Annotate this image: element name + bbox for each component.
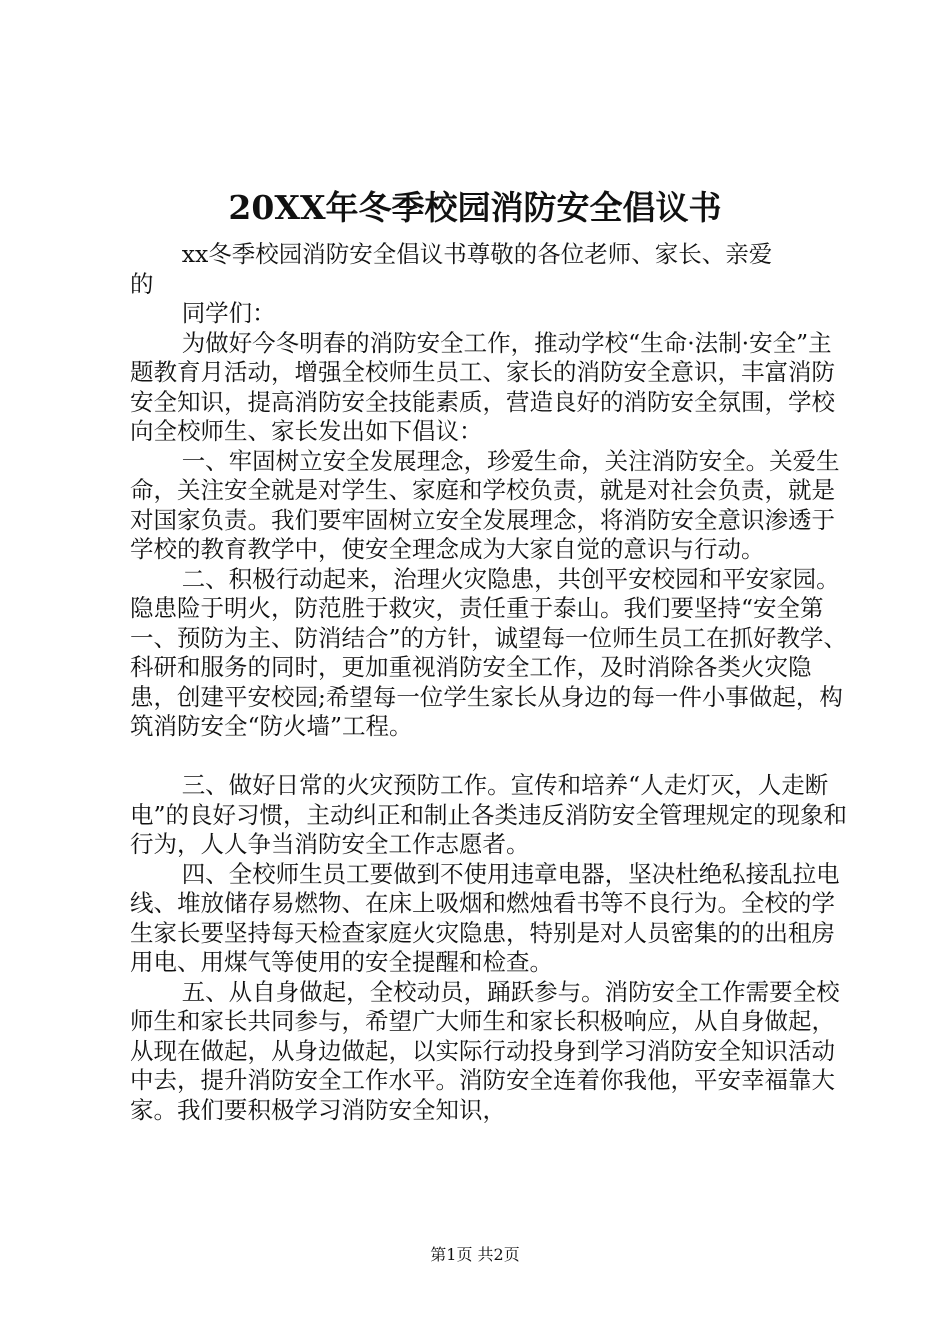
page-title: 20XX年冬季校园消防安全倡议书 <box>228 188 722 227</box>
document-body <box>130 240 850 1125</box>
salutation: 同学们： <box>181 299 276 327</box>
opening-line-continued: 的 <box>130 269 154 298</box>
paragraph-item-1: 一、牢固树立安全发展理念，珍爱生命，关注消防安全。关爱生命，关注安全就是对学生、家庭和学校负责，就是对社会负责，就是对国家负责。我们要牢固树立安全发展理念，将消防安全意识渗透于学校的教育教学中，使安全理念成为大家自觉的意识与行动。 <box>130 446 840 563</box>
paragraph-item-5: 五、从自身做起，全校动员，踊跃参与。消防安全工作需要全校师生和家长共同参与，希望广大师生和家长积极响应，从自身做起，从现在做起，从身边做起，以实际行动投身到学习消防安全知识活动中去，提升消防安全工作水平。消防安全连着你我他，平安幸福靠大家。我们要积极学习消防安全知识， <box>130 977 840 1124</box>
page-number-footer: 第1页 共2页 <box>430 1245 520 1264</box>
paragraph-spacer <box>130 742 850 772</box>
paragraph-item-2: 二、积极行动起来，治理火灾隐患，共创平安校园和平安家园。隐患险于明火，防范胜于救灾，责任重于泰山。我们要坚持“安全第一、预防为主、防消结合”的方针，诚望每一位师生员工在抓好教学、科研和服务的同时，更加重视消防安全工作，及时消除各类火灾隐患，创建平安校园;希望每一位学生家长从身边的每一件小事做起，构筑消防安全“防火墙”工程。 <box>130 564 848 740</box>
paragraph-item-3: 三、做好日常的火灾预防工作。宣传和培养“人走灯灭，人走断电”的良好习惯，主动纠正和制止各类违反消防安全管理规定的现象和行为，人人争当消防安全工作志愿者。 <box>130 771 848 858</box>
paragraph-intro: 为做好今冬明春的消防安全工作，推动学校“生命·法制·安全”主题教育月活动，增强全校师生员工、家长的消防安全意识，丰富消防安全知识，提高消防安全技能素质，营造良好的消防安全氛围，学校向全校师生、家长发出如下倡议： <box>130 328 835 445</box>
paragraph-item-4: 四、全校师生员工要做到不使用违章电器，坚决杜绝私接乱拉电线、堆放储存易燃物、在床上吸烟和燃烛看书等不良行为。全校的学生家长要坚持每天检查家庭火灾隐患，特别是对人员密集的的出租房用电、用煤气等使用的安全提醒和检查。 <box>130 859 840 976</box>
opening-line: xx冬季校园消防安全倡议书尊敬的各位老师、家长、亲爱 <box>181 240 773 268</box>
